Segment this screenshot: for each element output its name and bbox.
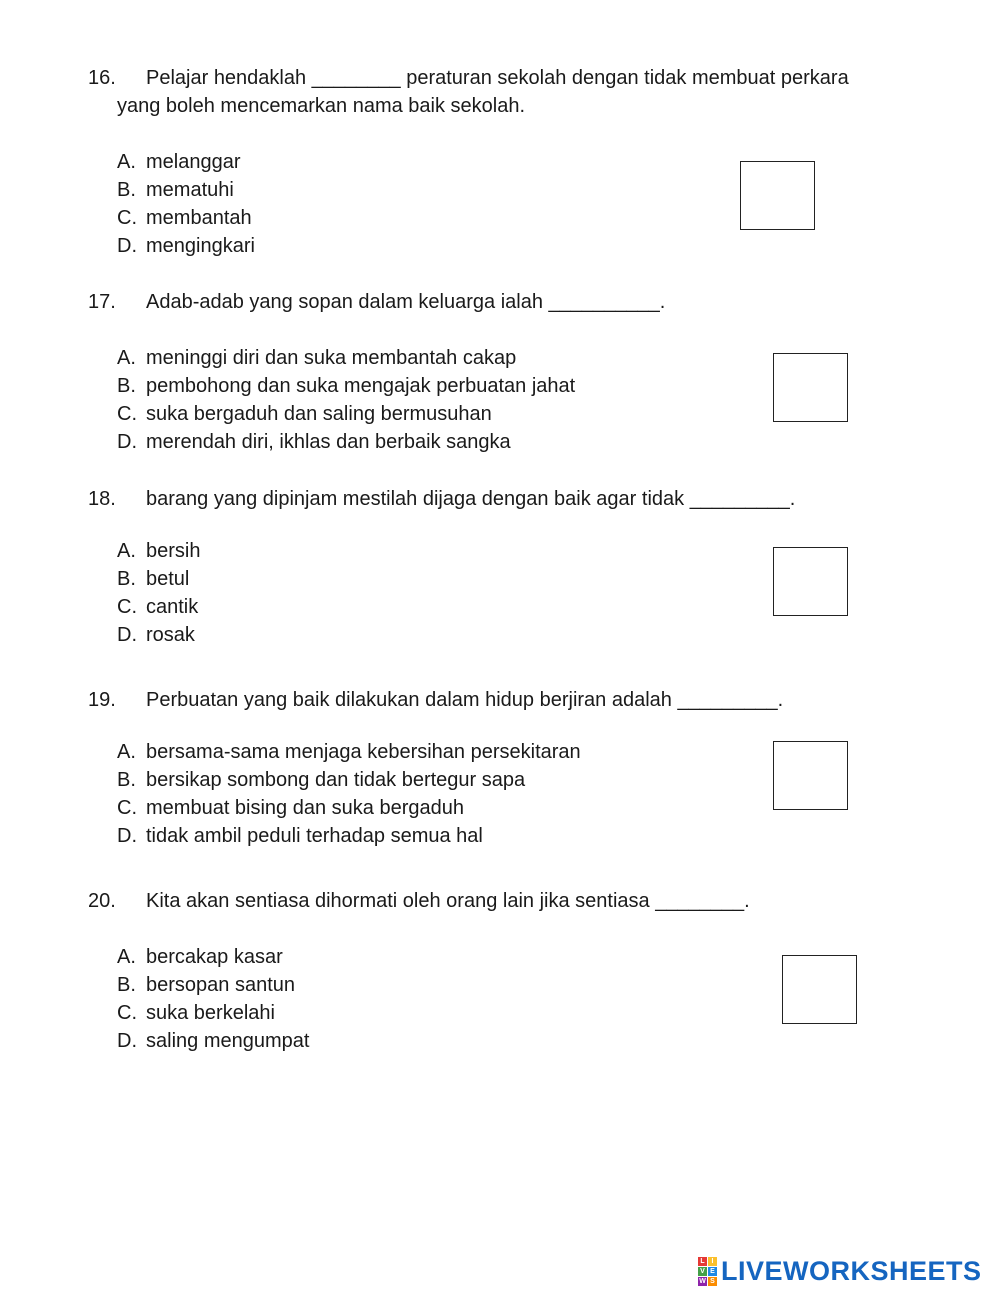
option-a xyxy=(117,943,309,971)
option-letter: D. xyxy=(117,1030,137,1052)
option-text: meninggi diri dan suka membantah cakap xyxy=(146,347,517,369)
option-d xyxy=(117,428,575,456)
option-letter: D. xyxy=(117,235,137,257)
logo-text: LIVEWORKSHEETS xyxy=(721,1255,982,1286)
logo-tile: E xyxy=(708,1267,717,1276)
option-letter: C. xyxy=(117,596,137,618)
answer-box-20[interactable] xyxy=(782,955,857,1024)
option-a xyxy=(117,537,200,565)
options-list xyxy=(117,738,581,850)
option-text: membantah xyxy=(146,207,252,229)
option-b xyxy=(117,565,200,593)
option-b xyxy=(117,372,575,400)
answer-box-16[interactable] xyxy=(740,161,815,230)
option-letter: C. xyxy=(117,207,137,229)
question-stem xyxy=(88,64,918,120)
question-text: Perbuatan yang baik dilakukan dalam hidup berjiran adalah _________. xyxy=(146,689,784,711)
option-c xyxy=(117,204,255,232)
option-text: suka berkelahi xyxy=(146,1002,275,1024)
question-stem xyxy=(88,887,918,915)
option-c xyxy=(117,794,581,822)
liveworksheets-logo xyxy=(698,1257,982,1285)
option-letter: D. xyxy=(117,825,137,847)
option-b xyxy=(117,971,309,999)
question-stem xyxy=(88,485,918,513)
options-list xyxy=(117,537,200,649)
option-letter: D. xyxy=(117,624,137,646)
answer-box-17[interactable] xyxy=(773,353,848,422)
option-letter: D. xyxy=(117,431,137,453)
option-text: cantik xyxy=(146,596,199,618)
option-text: bersama-sama menjaga kebersihan persekitaran xyxy=(146,741,581,763)
option-letter: B. xyxy=(117,568,136,590)
question-number: 17. xyxy=(88,291,116,313)
answer-box-18[interactable] xyxy=(773,547,848,616)
option-text: bersikap sombong dan tidak bertegur sapa xyxy=(146,769,526,791)
option-text: saling mengumpat xyxy=(146,1030,310,1052)
question-text: Kita akan sentiasa dihormati oleh orang lain jika sentiasa ________. xyxy=(146,890,750,912)
question-stem xyxy=(88,288,918,316)
option-d xyxy=(117,621,200,649)
option-letter: A. xyxy=(117,347,136,369)
option-text: mengingkari xyxy=(146,235,255,257)
answer-box-19[interactable] xyxy=(773,741,848,810)
option-d xyxy=(117,232,255,260)
option-letter: B. xyxy=(117,974,136,996)
options-list xyxy=(117,148,255,260)
options-list xyxy=(117,344,575,456)
option-letter: A. xyxy=(117,946,136,968)
option-text: betul xyxy=(146,568,190,590)
logo-tile: S xyxy=(708,1277,717,1286)
options-list xyxy=(117,943,309,1055)
option-d xyxy=(117,1027,309,1055)
option-text: rosak xyxy=(146,624,195,646)
option-text: membuat bising dan suka bergaduh xyxy=(146,797,464,819)
option-text: bersih xyxy=(146,540,201,562)
question-text: barang yang dipinjam mestilah dijaga dengan baik agar tidak _________. xyxy=(146,488,796,510)
option-text: tidak ambil peduli terhadap semua hal xyxy=(146,825,483,847)
logo-tile: I xyxy=(708,1257,717,1266)
logo-tile: V xyxy=(698,1267,707,1276)
option-text: melanggar xyxy=(146,151,241,173)
option-letter: B. xyxy=(117,179,136,201)
option-letter: C. xyxy=(117,797,137,819)
option-letter: B. xyxy=(117,375,136,397)
question-number: 18. xyxy=(88,488,116,510)
logo-tile: L xyxy=(698,1257,707,1266)
option-c xyxy=(117,999,309,1027)
option-text: bersopan santun xyxy=(146,974,296,996)
question-number: 19. xyxy=(88,689,116,711)
option-letter: A. xyxy=(117,741,136,763)
option-c xyxy=(117,593,200,621)
option-letter: C. xyxy=(117,1002,137,1024)
option-d xyxy=(117,822,581,850)
logo-tile: W xyxy=(699,1277,706,1285)
question-text: Adab-adab yang sopan dalam keluarga ialah __________. xyxy=(146,291,666,313)
option-a xyxy=(117,344,575,372)
question-text-continued: yang boleh mencemarkan nama baik sekolah. xyxy=(117,95,526,117)
question-stem xyxy=(88,686,918,714)
question-number: 20. xyxy=(88,890,116,912)
question-number: 16. xyxy=(88,67,116,89)
option-letter: A. xyxy=(117,540,136,562)
option-letter: A. xyxy=(117,151,136,173)
option-text: bercakap kasar xyxy=(146,946,283,968)
option-a xyxy=(117,738,581,766)
option-letter: B. xyxy=(117,769,136,791)
option-text: mematuhi xyxy=(146,179,234,201)
option-text: suka bergaduh dan saling bermusuhan xyxy=(146,403,492,425)
option-b xyxy=(117,176,255,204)
option-a xyxy=(117,148,255,176)
logo-icon xyxy=(698,1257,717,1286)
option-letter: C. xyxy=(117,403,137,425)
option-c xyxy=(117,400,575,428)
option-text: pembohong dan suka mengajak perbuatan jahat xyxy=(146,375,576,397)
option-b xyxy=(117,766,581,794)
question-text: Pelajar hendaklah ________ peraturan sekolah dengan tidak membuat perkara xyxy=(146,67,849,89)
option-text: merendah diri, ikhlas dan berbaik sangka xyxy=(146,431,511,453)
